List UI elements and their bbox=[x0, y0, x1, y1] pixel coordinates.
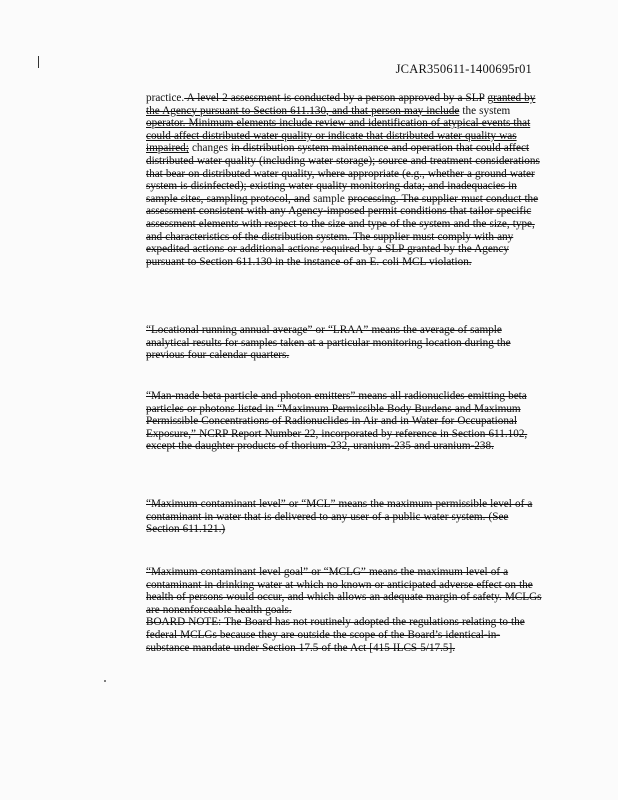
text-segment: A level 2 assessment is conducted by a person approved by a SLP bbox=[184, 92, 485, 104]
paragraph-lraa-definition bbox=[146, 324, 542, 362]
text-segment: “Maximum contaminant level goal” or “MCLG” means the maximum level of a contaminant in drinking water at which no known or anticipated adverse effect on the health of persons would occur, and which allows an adequate margin of safety. MCLGs are nonenforceable health goals. bbox=[146, 566, 542, 616]
paragraph-mcl-definition bbox=[146, 498, 542, 536]
paragraph-level2-assessment bbox=[146, 92, 542, 268]
document-id-header: JCAR350611-1400695r01 bbox=[395, 62, 532, 76]
paragraph-man-made-beta-definition bbox=[146, 390, 542, 453]
text-segment: granted by the Agency pursuant to Section 611.130, and that person may include bbox=[146, 92, 536, 117]
margin-mark bbox=[38, 56, 39, 68]
text-segment: BOARD NOTE: The Board has not routinely adopted the regulations relating to the federal MCLGs because they are outside the scope of the Board’s identical-in-substance mandate under Section 17.5 of the Act [415 ILCS 5/17.5]. bbox=[146, 616, 525, 654]
scan-speck bbox=[104, 680, 106, 682]
text-segment: sample bbox=[310, 192, 348, 205]
text-segment: practice. bbox=[146, 92, 185, 104]
text-segment: processing. The supplier must conduct the assessment consistent with any Agency-imposed permit conditions that tailor specific assessment elements with respect to the size and type of the system and the size, type, and characteristics of the distribution system. The supplier must comply with any expedited actions or additional actions required by a SLP granted by the Agency pursuant to Section 611.130 in the instance of an E. coli MCL violation. bbox=[146, 192, 539, 268]
paragraph-mclg-definition bbox=[146, 566, 542, 654]
text-segment: “Maximum contaminant level” or “MCL” means the maximum permissible level of a contaminant in water that is delivered to any user of a public water system. (See Section 611.121.) bbox=[146, 498, 533, 536]
text-segment: operator. Minimum elements include review and identification of atypical events that could affect distributed water quality or indicate that distributed water quality was impaired; bbox=[146, 117, 531, 155]
text-segment: in distribution system maintenance and operation that could affect distributed water quality (including water storage); source and treatment considerations that bear on distributed water quality, where appropriate (e.g., whether a ground water system is disinfected); existing water quality monitoring data; and inadequacies in sample sites, sampling protocol, and bbox=[146, 142, 540, 205]
text-segment: “Locational running annual average” or “LRAA” means the average of sample analytical results for samples taken at a particular monitoring location during the previous four calendar quarters. bbox=[146, 324, 511, 362]
text-segment: “Man-made beta particle and photon emitters” means all radionuclides emitting beta particles or photons listed in “Maximum Permissible Body Burdens and Maximum Permissible Concentrations of Radionuclides in Air and in Water for Occupational Exposure,” NCRP Report Number 22, incorporated by reference in Section 611.102, except the daughter products of thorium-232, uranium-235 and uranium-238. bbox=[146, 390, 528, 453]
text-segment: the system bbox=[459, 104, 511, 117]
text-segment: changes bbox=[188, 142, 232, 155]
